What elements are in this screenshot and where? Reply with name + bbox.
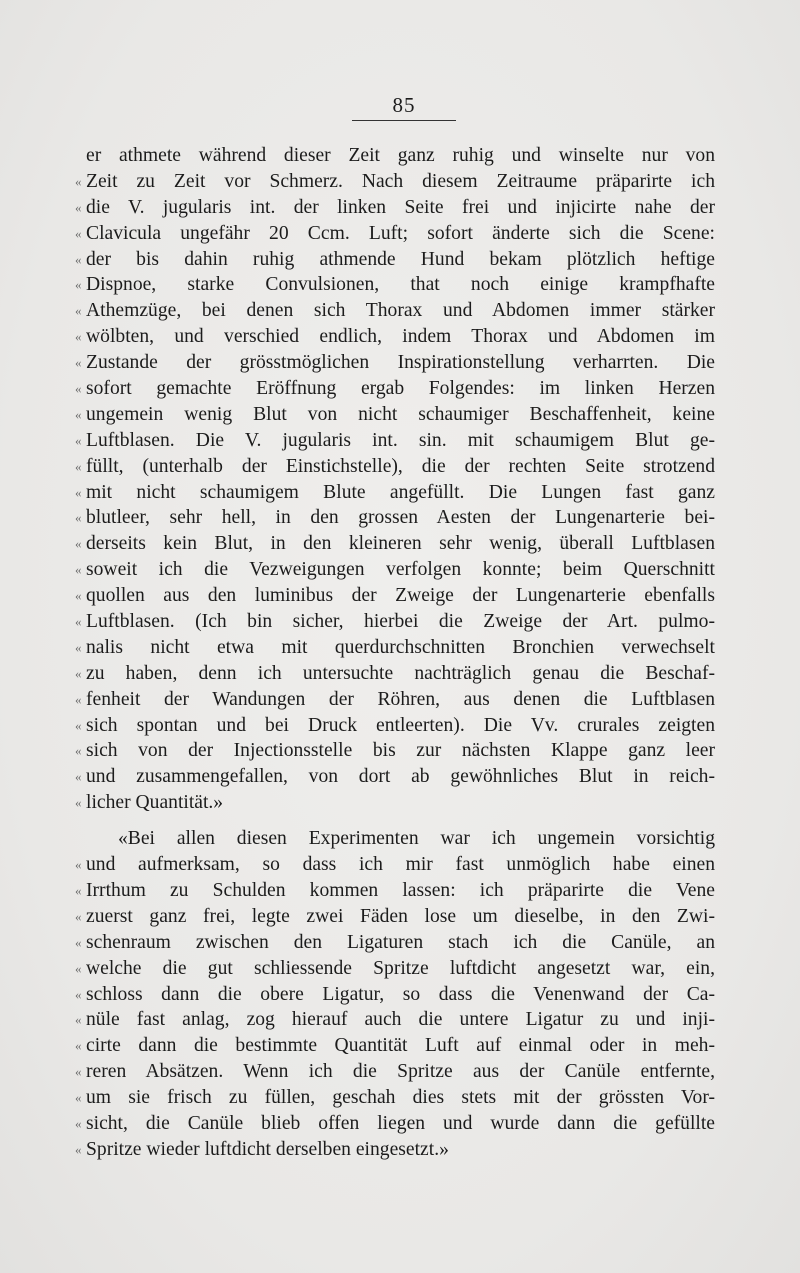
text-line: [75, 904, 715, 930]
text-line: [75, 298, 715, 324]
page-number: 85: [392, 93, 416, 117]
paragraph-gap: [86, 816, 715, 826]
text-line: [75, 790, 715, 816]
quote-marker: «: [75, 934, 82, 950]
text-line: [75, 272, 715, 298]
body-text: [75, 143, 715, 1163]
line-text: Clavicula ungefähr 20 Ccm. Luft; sofort änderte sich die Scene:: [86, 222, 715, 244]
line-text: blutleer, sehr hell, in den grossen Aesten der Lungenarterie bei-: [86, 507, 715, 529]
quote-marker: «: [75, 639, 82, 655]
line-text: schloss dann die obere Ligatur, so dass die Venenwand der Ca-: [86, 983, 715, 1005]
quote-marker: «: [75, 1090, 82, 1106]
text-line: [75, 247, 715, 273]
line-text: die V. jugularis int. der linken Seite frei und injicirte nahe der: [86, 196, 715, 218]
quote-marker: «: [75, 510, 82, 526]
line-text: er athmete während dieser Zeit ganz ruhig und winselte nur von: [86, 145, 715, 166]
line-text: füllt, (unterhalb der Einstichstelle), die der rechten Seite strotzend: [86, 455, 715, 477]
quote-marker: «: [75, 986, 82, 1002]
header-rule: [352, 120, 456, 121]
quote-marker: «: [75, 1115, 82, 1131]
line-text: Irrthum zu Schulden kommen lassen: ich präparirte die Vene: [86, 879, 715, 901]
text-line: [75, 635, 715, 661]
line-text: schenraum zwischen den Ligaturen stach ich die Canüle, an: [86, 931, 715, 953]
text-line: [75, 852, 715, 878]
line-text: zu haben, denn ich untersuchte nachträglich genau die Beschaf-: [86, 662, 715, 684]
text-line: [75, 324, 715, 350]
line-text: ungemein wenig Blut von nicht schaumiger Beschaffenheit, keine: [86, 403, 715, 425]
text-line: [86, 826, 715, 852]
line-text: Luftblasen. Die V. jugularis int. sin. mit schaumigem Blut ge-: [86, 429, 715, 451]
quote-marker: «: [75, 536, 82, 552]
line-text: sofort gemachte Eröffnung ergab Folgendes: im linken Herzen: [86, 378, 715, 400]
quote-marker: «: [75, 173, 82, 189]
text-line: [75, 1111, 715, 1137]
text-line: [75, 428, 715, 454]
line-text: licher Quantität.»: [86, 792, 224, 814]
text-line: [75, 878, 715, 904]
quote-marker: «: [75, 857, 82, 873]
text-line: [75, 557, 715, 583]
paragraph: [75, 143, 715, 816]
line-text: mit nicht schaumigem Blute angefüllt. Die Lungen fast ganz: [86, 481, 715, 503]
quote-marker: «: [75, 484, 82, 500]
line-text: und zusammengefallen, von dort ab gewöhnliches Blut in reich-: [86, 766, 715, 788]
quote-marker: «: [75, 960, 82, 976]
text-line: [75, 1137, 715, 1163]
text-line: [75, 1007, 715, 1033]
quote-marker: «: [75, 908, 82, 924]
quote-marker: «: [75, 562, 82, 578]
line-text: wölbten, und verschied endlich, indem Thorax und Abdomen im: [86, 326, 715, 348]
line-text: quollen aus den luminibus der Zweige der Lungenarterie ebenfalls: [86, 585, 715, 607]
line-text: welche die gut schliessende Spritze luftdicht angesetzt war, ein,: [86, 957, 715, 979]
quote-marker: «: [75, 1064, 82, 1080]
text-line: [75, 350, 715, 376]
line-text: reren Absätzen. Wenn ich die Spritze aus der Canüle entfernte,: [86, 1061, 715, 1083]
line-text: Athemzüge, bei denen sich Thorax und Abdomen immer stärker: [86, 300, 715, 322]
line-text: «Bei allen diesen Experimenten war ich ungemein vorsichtig: [118, 828, 715, 850]
line-text: Spritze wieder luftdicht derselben eingesetzt.»: [86, 1138, 449, 1160]
quote-marker: «: [75, 614, 82, 630]
text-line: [75, 1085, 715, 1111]
text-line: [86, 143, 715, 169]
text-line: [75, 376, 715, 402]
text-line: [75, 169, 715, 195]
line-text: Dispnoe, starke Convulsionen, that noch einige krampfhafte: [86, 274, 715, 296]
quote-marker: «: [75, 588, 82, 604]
quote-marker: «: [75, 769, 82, 785]
line-text: sicht, die Canüle blieb offen liegen und wurde dann die gefüllte: [86, 1112, 715, 1134]
page-header: [352, 92, 456, 121]
text-line: [75, 1059, 715, 1085]
quote-marker: «: [75, 691, 82, 707]
text-line: [75, 454, 715, 480]
line-text: Zeit zu Zeit vor Schmerz. Nach diesem Zeitraume präparirte ich: [86, 170, 715, 192]
line-text: derseits kein Blut, in den kleineren sehr wenig, überall Luftblasen: [86, 533, 715, 555]
quote-marker: «: [75, 665, 82, 681]
text-line: [75, 583, 715, 609]
quote-marker: «: [75, 329, 82, 345]
line-text: Zustande der grösstmöglichen Inspirationstellung verharrten. Die: [86, 352, 715, 374]
text-line: [75, 661, 715, 687]
quote-marker: «: [75, 251, 82, 267]
quote-marker: «: [75, 303, 82, 319]
line-text: und aufmerksam, so dass ich mir fast unmöglich habe einen: [86, 854, 715, 876]
paragraph: [75, 826, 715, 1163]
text-line: [75, 956, 715, 982]
line-text: soweit ich die Vezweigungen verfolgen konnte; beim Querschnitt: [86, 559, 715, 581]
quote-marker: «: [75, 199, 82, 215]
line-text: um sie frisch zu füllen, geschah dies stets mit der grössten Vor-: [86, 1087, 715, 1109]
quote-marker: «: [75, 432, 82, 448]
quote-marker: «: [75, 1038, 82, 1054]
quote-marker: «: [75, 717, 82, 733]
text-line: [75, 221, 715, 247]
quote-marker: «: [75, 795, 82, 811]
line-text: sich spontan und bei Druck entleerten). Die Vv. crurales zeigten: [86, 714, 715, 736]
text-line: [75, 195, 715, 221]
line-text: nüle fast anlag, zog hierauf auch die untere Ligatur zu und inji-: [86, 1009, 715, 1031]
text-line: [75, 687, 715, 713]
line-text: nalis nicht etwa mit querdurchschnitten Bronchien verwechselt: [86, 636, 715, 658]
quote-marker: «: [75, 277, 82, 293]
text-line: [75, 480, 715, 506]
line-text: fenheit der Wandungen der Röhren, aus denen die Luftblasen: [86, 688, 715, 710]
quote-marker: «: [75, 882, 82, 898]
text-line: [75, 402, 715, 428]
quote-marker: «: [75, 1012, 82, 1028]
text-line: [75, 930, 715, 956]
quote-marker: «: [75, 381, 82, 397]
line-text: cirte dann die bestimmte Quantität Luft auf einmal oder in meh-: [86, 1035, 715, 1057]
text-line: [75, 713, 715, 739]
line-text: Luftblasen. (Ich bin sicher, hierbei die Zweige der Art. pulmo-: [86, 611, 715, 633]
line-text: der bis dahin ruhig athmende Hund bekam plötzlich heftige: [86, 248, 715, 270]
quote-marker: «: [75, 1141, 82, 1157]
text-line: [75, 738, 715, 764]
quote-marker: «: [75, 458, 82, 474]
quote-marker: «: [75, 743, 82, 759]
line-text: sich von der Injectionsstelle bis zur nächsten Klappe ganz leer: [86, 740, 715, 762]
quote-marker: «: [75, 406, 82, 422]
text-line: [75, 982, 715, 1008]
quote-marker: «: [75, 355, 82, 371]
text-line: [75, 764, 715, 790]
text-line: [75, 609, 715, 635]
text-line: [75, 505, 715, 531]
text-line: [75, 531, 715, 557]
line-text: zuerst ganz frei, legte zwei Fäden lose um dieselbe, in den Zwi-: [86, 905, 715, 927]
text-line: [75, 1033, 715, 1059]
quote-marker: «: [75, 225, 82, 241]
